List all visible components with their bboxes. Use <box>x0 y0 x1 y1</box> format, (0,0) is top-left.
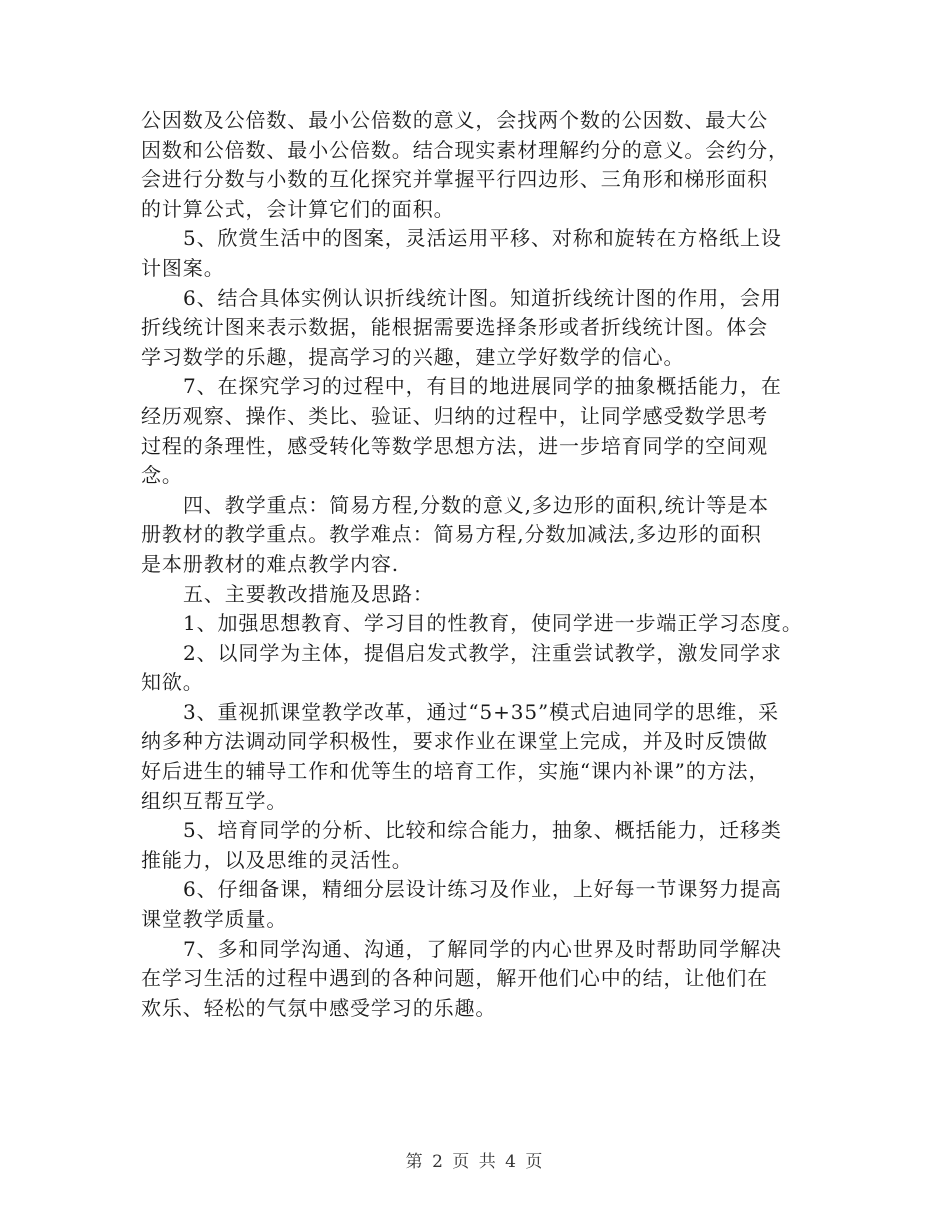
text-line: 2、以同学为主体，提倡启发式教学，注重尝试教学，激发同学求 <box>183 640 782 665</box>
text-line: 7、多和同学沟通、沟通，了解同学的内心世界及时帮助同学解决 <box>183 936 782 961</box>
text-line: 3、重视抓课堂教学改革，通过“5+35”模式启迪同学的思维，采 <box>183 699 780 724</box>
text-line: 课堂教学质量。 <box>141 907 288 932</box>
text-line: 纳多种方法调动同学积极性，要求作业在课堂上完成，并及时反馈做 <box>141 729 768 754</box>
text-line: 欢乐、轻松的气氛中感受学习的乐趣。 <box>141 995 497 1020</box>
text-line: 会进行分数与小数的互化探究并掌握平行四边形、三角形和梯形面积 <box>141 167 768 192</box>
text-line: 学习数学的乐趣，提高学习的兴趣，建立学好数学的信心。 <box>141 344 685 369</box>
text-line: 是本册教材的难点教学内容. <box>141 551 400 576</box>
text-line: 6、仔细备课，精细分层设计练习及作业，上好每一节课努力提高 <box>183 877 782 902</box>
text-line: 经历观察、操作、类比、验证、归纳的过程中，让同学感受数学思考 <box>141 403 768 428</box>
page-number-footer: 第 2 页 共 4 页 <box>405 1152 545 1172</box>
text-line: 1、加强思想教育、学习目的性教育，使同学进一步端正学习态度。 <box>183 611 803 636</box>
text-line: 折线统计图来表示数据，能根据需要选择条形或者折线统计图。体会 <box>141 315 768 340</box>
text-line: 的计算公式，会计算它们的面积。 <box>141 196 455 221</box>
text-line: 在学习生活的过程中遇到的各种问题，解开他们心中的结，让他们在 <box>141 966 768 991</box>
text-line: 计图案。 <box>141 255 225 280</box>
text-line: 因数和公倍数、最小公倍数。结合现实素材理解约分的意义。会约分， <box>141 137 789 162</box>
text-line: 7、在探究学习的过程中，有目的地进展同学的抽象概括能力，在 <box>183 374 782 399</box>
document-body <box>141 106 831 1023</box>
text-line: 四、教学重点：简易方程,分数的意义,多边形的面积,统计等是本 <box>183 492 770 517</box>
text-line: 五、主要教改措施及思路： <box>183 581 434 606</box>
text-line: 5、培育同学的分析、比较和综合能力，抽象、概括能力，迁移类 <box>183 818 782 843</box>
text-line: 念。 <box>141 463 183 488</box>
text-line: 5、欣赏生活中的图案，灵活运用平移、对称和旋转在方格纸上设 <box>183 226 782 251</box>
text-line: 过程的条理性，感受转化等数学思想方法，进一步培育同学的空间观 <box>141 433 768 458</box>
text-line: 册教材的教学重点。教学难点：简易方程,分数加减法,多边形的面积 <box>141 522 762 547</box>
text-line: 推能力，以及思维的灵活性。 <box>141 847 413 872</box>
text-line: 组织互帮互学。 <box>141 788 288 813</box>
text-line: 好后进生的辅导工作和优等生的培育工作，实施“课内补课”的方法， <box>141 759 770 784</box>
text-line: 6、结合具体实例认识折线统计图。知道折线统计图的作用，会用 <box>183 285 782 310</box>
text-line: 公因数及公倍数、最小公倍数的意义，会找两个数的公因数、最大公 <box>141 108 768 132</box>
text-line: 知欲。 <box>141 670 204 695</box>
